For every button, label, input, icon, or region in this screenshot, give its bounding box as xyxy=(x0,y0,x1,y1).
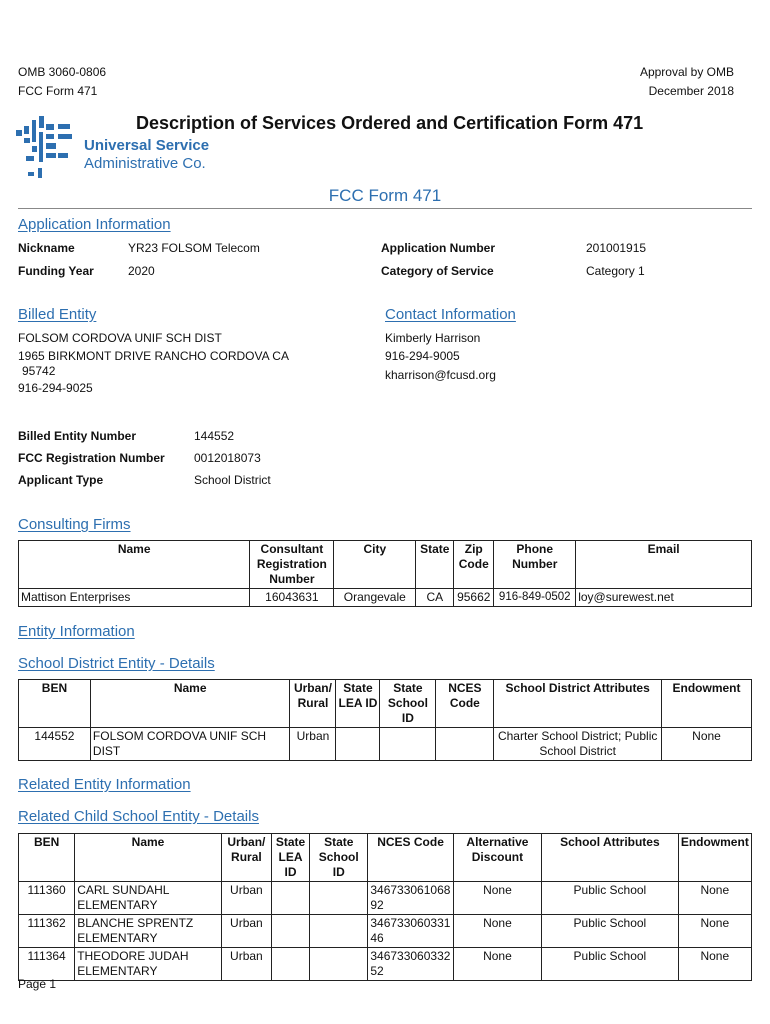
consultant-email: loy@surewest.net xyxy=(576,589,752,607)
consultant-reg-number: 16043631 xyxy=(250,589,334,607)
child-name: CARL SUNDAHL ELEMENTARY xyxy=(75,882,222,915)
category-value: Category 1 xyxy=(586,264,645,278)
funding-year-label: Funding Year xyxy=(18,264,94,278)
entity-ben: 144552 xyxy=(19,728,91,761)
column-header: NCES Code xyxy=(436,680,494,728)
column-header: BEN xyxy=(19,680,91,728)
consultant-city: Orangevale xyxy=(334,589,416,607)
column-header: State School ID xyxy=(380,680,436,728)
column-header: Phone Number xyxy=(494,541,576,589)
contact-phone: 916-294-9005 xyxy=(385,349,460,363)
entity-lea-id xyxy=(336,728,380,761)
column-header: City xyxy=(334,541,416,589)
child-urban-rural: Urban xyxy=(221,882,271,915)
column-header: BEN xyxy=(19,834,75,882)
usac-logo xyxy=(14,112,76,184)
child-lea-id xyxy=(271,882,309,915)
child-attributes: Public School xyxy=(542,915,679,948)
child-name: BLANCHE SPRENTZ ELEMENTARY xyxy=(75,915,222,948)
child-ben: 111362 xyxy=(19,915,75,948)
category-label: Category of Service xyxy=(381,264,494,278)
column-header: State School ID xyxy=(310,834,368,882)
child-endowment: None xyxy=(678,882,751,915)
billed-entity-zip: 95742 xyxy=(22,364,56,378)
omb-number: OMB 3060-0806 xyxy=(18,65,107,79)
consultant-state: CA xyxy=(416,589,454,607)
consultant-name: Mattison Enterprises xyxy=(19,589,250,607)
column-header: NCES Code xyxy=(368,834,453,882)
fcc-reg-label: FCC Registration Number xyxy=(18,451,165,465)
child-ben: 111360 xyxy=(19,882,75,915)
logo-line2: Administrative Co. xyxy=(84,155,206,172)
billed-entity-name: FOLSOM CORDOVA UNIF SCH DIST xyxy=(18,331,222,345)
page-number: Page 1 xyxy=(18,977,57,991)
school-district-table xyxy=(18,679,752,761)
applicant-type-value: School District xyxy=(194,473,271,487)
child-endowment: None xyxy=(678,948,751,981)
billed-entity-heading: Billed Entity xyxy=(18,306,97,323)
billed-entity-address: 1965 BIRKMONT DRIVE RANCHO CORDOVA CA xyxy=(18,349,289,363)
column-header: Name xyxy=(19,541,250,589)
nickname-value: YR23 FOLSOM Telecom xyxy=(128,241,260,255)
page-title: Description of Services Ordered and Certification Form 471 xyxy=(136,113,644,133)
child-alt-discount: None xyxy=(453,915,541,948)
child-attributes: Public School xyxy=(542,882,679,915)
form-name: FCC Form 471 xyxy=(18,84,98,98)
table-header-row xyxy=(19,680,752,728)
table-row xyxy=(19,589,752,607)
column-header: Urban/ Rural xyxy=(221,834,271,882)
child-alt-discount: None xyxy=(453,882,541,915)
entity-attributes: Charter School District; Public School District xyxy=(494,728,662,761)
fcc-reg-value: 0012018073 xyxy=(194,451,261,465)
child-urban-rural: Urban xyxy=(221,948,271,981)
related-child-heading: Related Child School Entity - Details xyxy=(18,808,259,825)
column-header: Endowment xyxy=(678,834,751,882)
column-header: Endowment xyxy=(662,680,752,728)
child-school-id xyxy=(310,915,368,948)
column-header: State LEA ID xyxy=(336,680,380,728)
column-header: Name xyxy=(90,680,290,728)
column-header: State xyxy=(416,541,454,589)
form-subtitle: FCC Form 471 xyxy=(328,186,442,205)
child-ben: 111364 xyxy=(19,948,75,981)
approval-text: Approval by OMB xyxy=(639,65,734,79)
contact-email: kharrison@fcusd.org xyxy=(385,368,496,382)
child-nces-code: 346733060331 46 xyxy=(368,915,453,948)
related-entity-heading: Related Entity Information xyxy=(18,776,191,793)
column-header: Alternative Discount xyxy=(453,834,541,882)
child-endowment: None xyxy=(678,915,751,948)
column-header: Consultant Registration Number xyxy=(250,541,334,589)
child-lea-id xyxy=(271,915,309,948)
column-header: Urban/ Rural xyxy=(290,680,336,728)
ben-label: Billed Entity Number xyxy=(18,429,137,443)
child-nces-code: 346733061068 92 xyxy=(368,882,453,915)
applicant-type-label: Applicant Type xyxy=(18,473,104,487)
contact-info-heading: Contact Information xyxy=(385,306,516,323)
contact-name: Kimberly Harrison xyxy=(385,331,481,345)
application-number-label: Application Number xyxy=(381,241,496,255)
table-header-row xyxy=(19,834,752,882)
consulting-firms-table xyxy=(18,540,752,607)
table-row xyxy=(19,882,752,915)
table-header-row xyxy=(19,541,752,589)
entity-endowment: None xyxy=(662,728,752,761)
school-district-heading: School District Entity - Details xyxy=(18,655,215,672)
consulting-firms-heading: Consulting Firms xyxy=(18,516,131,533)
usac-logo-mark-icon xyxy=(14,112,76,184)
table-row xyxy=(19,948,752,981)
title-divider xyxy=(18,208,752,209)
logo-line1: Universal Service xyxy=(84,137,210,154)
entity-nces-code xyxy=(436,728,494,761)
consultant-zip: 95662 xyxy=(454,589,494,607)
child-alt-discount: None xyxy=(453,948,541,981)
ben-value: 144552 xyxy=(194,429,235,443)
nickname-label: Nickname xyxy=(18,241,75,255)
column-header: Zip Code xyxy=(454,541,494,589)
table-row xyxy=(19,728,752,761)
consultant-phone: 916-849-0502 xyxy=(494,589,576,607)
table-row xyxy=(19,915,752,948)
child-attributes: Public School xyxy=(542,948,679,981)
billed-entity-phone: 916-294-9025 xyxy=(18,381,93,395)
entity-school-id xyxy=(380,728,436,761)
column-header: Email xyxy=(576,541,752,589)
child-school-id xyxy=(310,882,368,915)
column-header: Name xyxy=(75,834,222,882)
child-name: THEODORE JUDAH ELEMENTARY xyxy=(75,948,222,981)
column-header: School District Attributes xyxy=(494,680,662,728)
approval-date: December 2018 xyxy=(648,84,734,98)
child-lea-id xyxy=(271,948,309,981)
entity-name: FOLSOM CORDOVA UNIF SCH DIST xyxy=(90,728,290,761)
entity-info-heading: Entity Information xyxy=(18,623,135,640)
column-header: State LEA ID xyxy=(271,834,309,882)
related-child-table xyxy=(18,833,752,981)
application-number-value: 201001915 xyxy=(586,241,647,255)
child-urban-rural: Urban xyxy=(221,915,271,948)
entity-urban-rural: Urban xyxy=(290,728,336,761)
funding-year-value: 2020 xyxy=(128,264,155,278)
child-nces-code: 346733060332 52 xyxy=(368,948,453,981)
column-header: School Attributes xyxy=(542,834,679,882)
child-school-id xyxy=(310,948,368,981)
application-info-heading: Application Information xyxy=(18,216,171,233)
